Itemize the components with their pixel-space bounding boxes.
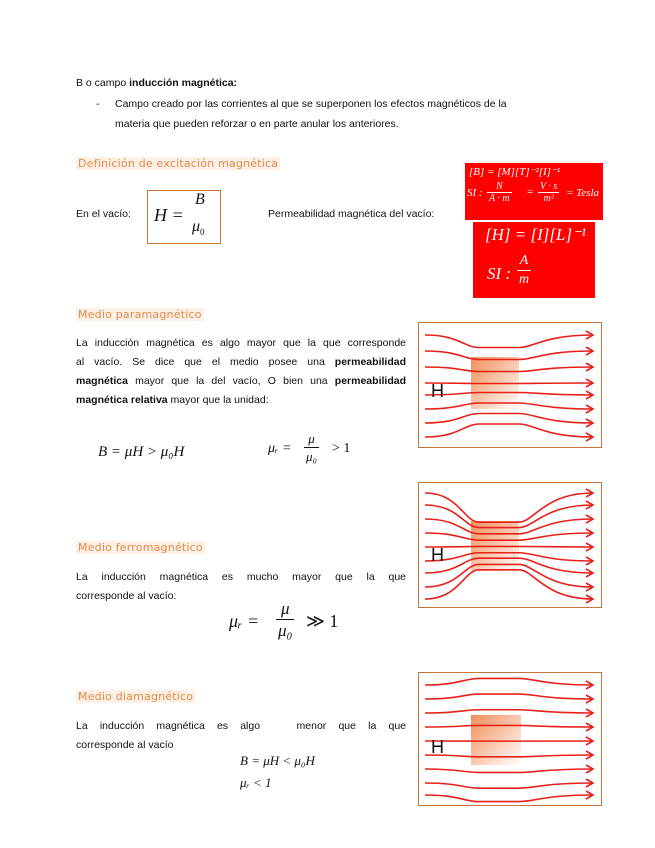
dia-field-line bbox=[425, 769, 593, 772]
para-formula-mur-rhs: > 1 bbox=[332, 441, 351, 456]
heading-diamagnetico: Medio diamagnético bbox=[78, 690, 194, 703]
ferro-formula-lhs: μᵣ = bbox=[229, 611, 260, 631]
vacuum-label: En el vacío: bbox=[76, 208, 131, 220]
units-h-frac: $\frac{A}{m}$ bbox=[519, 253, 530, 287]
units-h-box bbox=[473, 222, 595, 298]
heading-ferromagnetico: Medio ferromagnético bbox=[78, 541, 203, 554]
ferro-text: La inducción magnética es mucho mayor que la que corresponde al vacío: bbox=[76, 571, 406, 602]
ferro-field-lines bbox=[425, 489, 593, 603]
units-b-box bbox=[465, 163, 603, 220]
heading-paramagnetico: Medio paramagnético bbox=[78, 308, 202, 321]
dia-formula-b: B = μH < μ₀H bbox=[240, 753, 315, 768]
formula-h-den: $\mu_0$ bbox=[192, 218, 205, 238]
dia-field-line bbox=[425, 710, 593, 713]
units-b-frac2: $\frac{V \cdot s}{\text{m²}}$ bbox=[540, 181, 558, 204]
units-b-si: SI : bbox=[467, 187, 483, 199]
dia-field-line bbox=[425, 694, 593, 699]
dia-field-figure bbox=[418, 672, 602, 806]
para-text: La inducción magnética es algo mayor que la que corresponde al vacío. Se dice que el medio posee una permeabilidad magnética mayor que la del vacío, O bien una permeabilidad magnética relativa mayor que la unidad: bbox=[76, 337, 406, 406]
units-h-line1: [H] = [I][L]⁻¹ bbox=[485, 225, 587, 244]
para-formula-mur-frac: $\frac{\mu}{\text{μ₀}}$ bbox=[306, 431, 318, 464]
formula-h-num: B bbox=[195, 191, 205, 208]
units-b-eq: = bbox=[527, 186, 534, 198]
permeability-label: Permeabilidad magnética del vacío: bbox=[268, 208, 435, 220]
ferro-field-svg bbox=[419, 483, 601, 607]
para-field-figure bbox=[418, 322, 602, 448]
para-formula-b: B = μH > μ₀H bbox=[98, 444, 185, 460]
dia-field-svg bbox=[419, 673, 601, 805]
ferro-formula-frac: $\frac{\mu}{\text{μ₀}}$ bbox=[278, 599, 293, 640]
dia-formula-mur: μᵣ < 1 bbox=[240, 775, 272, 790]
ferro-h-label: H bbox=[431, 545, 444, 565]
para-field-line bbox=[425, 414, 593, 424]
ferro-field-line bbox=[425, 546, 593, 547]
bullet-line-1: Campo creado por las corrientes al que se superponen los efectos magnéticos de la bbox=[115, 98, 507, 110]
para-field-svg bbox=[419, 323, 601, 447]
ferro-field-figure bbox=[418, 482, 602, 608]
dia-field-line bbox=[425, 678, 593, 685]
dia-text: La inducción magnética es algo menor que la que corresponde al vacío bbox=[76, 720, 406, 751]
para-h-label: H bbox=[431, 381, 444, 401]
heading-excitacion: Definición de excitación magnética bbox=[78, 157, 279, 170]
units-b-tail: = Tesla bbox=[566, 187, 599, 199]
para-field-line bbox=[425, 424, 593, 437]
para-field-line bbox=[425, 383, 593, 384]
units-b-line1: [B] = [M][T]⁻²[I]⁻¹ bbox=[469, 166, 561, 178]
excitation-formula-box bbox=[147, 190, 221, 244]
dia-field-line bbox=[425, 795, 593, 802]
formula-h-lhs: H = bbox=[154, 205, 184, 225]
dia-field-line bbox=[425, 783, 593, 788]
units-h-si: SI : bbox=[487, 264, 512, 283]
bullet-line-2: materia que pueden reforzar o en parte anular los anteriores. bbox=[115, 118, 399, 130]
units-b-frac1: $\frac{N}{A \cdot m}$ bbox=[489, 181, 510, 204]
para-field-line bbox=[425, 335, 593, 348]
ferro-formula-rhs: ≫ 1 bbox=[306, 611, 339, 631]
dia-h-label: H bbox=[431, 737, 444, 757]
para-formula-mur-lhs: μᵣ = bbox=[268, 441, 292, 456]
intro-lead: B o campo inducción magnética: bbox=[76, 77, 238, 89]
bullet-dash: - bbox=[96, 98, 100, 110]
